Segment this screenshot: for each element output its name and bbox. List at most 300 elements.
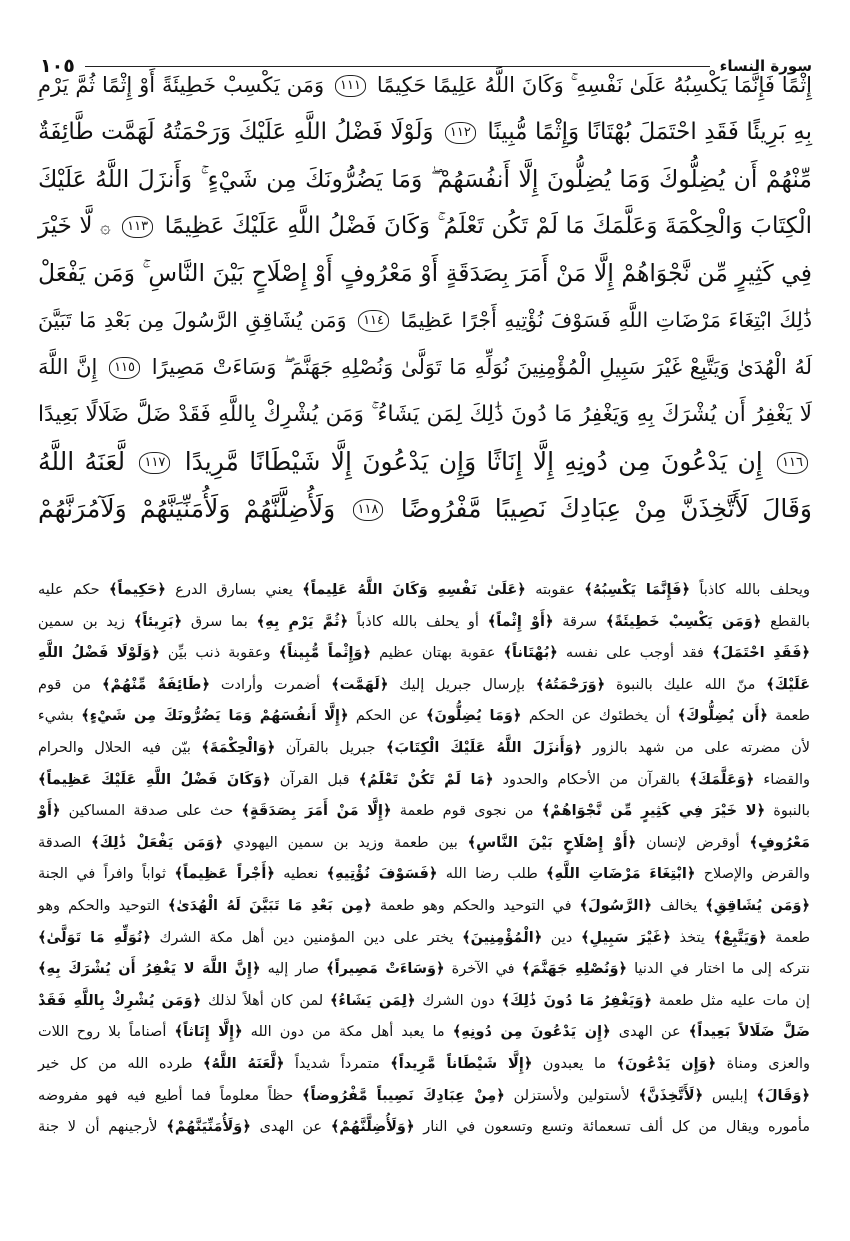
- quran-quote: [241, 803, 391, 819]
- ornate-bracket-open-icon: ﴿: [173, 613, 183, 630]
- quran-quote: [617, 1056, 716, 1072]
- quote-text: مَا لَمْ تَكُنْ تَعْلَمُ: [367, 771, 485, 788]
- ornate-bracket-close-icon: ﴾: [326, 961, 335, 978]
- text-segment: إِنَّ اللَّهَ: [38, 355, 98, 379]
- ornate-bracket-close-icon: ﴾: [541, 803, 551, 820]
- quran-quote: [713, 930, 766, 946]
- quran-line-content: [38, 344, 812, 391]
- ornate-bracket-open-icon: ﴿: [627, 834, 637, 851]
- text-segment: لَّعَنَهُ اللَّهُ: [38, 447, 126, 476]
- quote-text: أَجْراً عَظِيماً: [182, 866, 267, 883]
- ornate-bracket-open-icon: ﴿: [142, 929, 151, 946]
- quote-text: وَالْحِكْمَةَ: [209, 739, 267, 756]
- ornate-bracket-open-icon: ﴿: [759, 708, 768, 725]
- text-segment: طعمة: [775, 708, 810, 725]
- text-segment: يعني بسارق الدرع: [175, 582, 293, 598]
- quran-quote: [257, 614, 349, 630]
- text-segment: في التوحيد والحكم وهو طعمة: [379, 897, 572, 914]
- quote-text: ضَلَّ ضَلَالاً بَعِيداً: [697, 1024, 810, 1041]
- text-segment: بِهِ بَرِيئًا فَقَدِ احْتَمَلَ بُهْتَانًا وَإِثْمًا مُّبِينًا: [487, 119, 812, 145]
- text-segment: طعمة: [775, 929, 810, 946]
- text-segment: لَا يَغْفِرُ أَن يُشْرَكَ بِهِ وَيَغْفِرُ مَا دُونَ ذَٰلِكَ لِمَن يَشَاءُ ۚ وَمَن يُشْرِكْ بِاللَّهِ فَقَدْ ضَلَّ ضَلَالًا بَعِيدًا: [38, 402, 812, 427]
- quote-text: وَإِن يَدْعُونَ: [625, 1055, 708, 1072]
- text-segment: ما يعبد أهل مكة من دون الله: [250, 1024, 445, 1041]
- quran-quote: [134, 614, 182, 630]
- quote-text: وَأَنزَلَ اللَّهُ عَلَيْكَ الْكِتَابَ: [394, 739, 574, 756]
- ornate-bracket-close-icon: ﴾: [584, 582, 593, 598]
- text-segment: طلب رضا الله: [445, 866, 538, 883]
- quote-text: لا خَيْرَ فِي كَثِيرٍ مِّن نَّجْوَاهُمْ: [550, 803, 757, 820]
- text-segment: إن مات عليه مثل طعمة: [658, 992, 810, 1009]
- ornate-bracket-open-icon: ﴿: [363, 897, 372, 914]
- commentary-line: [38, 796, 810, 828]
- ornate-bracket-close-icon: ﴾: [166, 1119, 175, 1136]
- ornate-bracket-close-icon: ﴾: [330, 1119, 340, 1136]
- ornate-bracket-close-icon: ﴾: [101, 676, 111, 693]
- ornate-bracket-open-icon: ﴿: [266, 739, 276, 756]
- ornate-bracket-open-icon: ﴿: [436, 961, 445, 978]
- quote-text: وَرَحْمَتُهُ: [544, 676, 597, 693]
- quran-quote: [38, 772, 271, 788]
- quran-quote: [546, 866, 695, 882]
- ornate-bracket-open-icon: ﴿: [801, 1087, 810, 1104]
- commentary-line: [38, 1112, 810, 1144]
- quran-line-content: [38, 203, 812, 251]
- text-segment: عن الهدى: [618, 1024, 681, 1041]
- ornate-bracket-close-icon: ﴾: [326, 866, 336, 883]
- quote-text: وَإِثْماً مُّبِيناً: [287, 645, 363, 662]
- text-segment: من قوم: [37, 676, 92, 693]
- ornate-bracket-open-icon: ﴿: [275, 1055, 285, 1072]
- ornate-bracket-close-icon: ﴾: [766, 676, 775, 693]
- quran-line-content: [38, 297, 812, 344]
- commentary-line: [38, 1017, 810, 1049]
- text-segment: وَلَوْلَا فَضْلُ اللَّهِ عَلَيْكَ وَرَحْمَتُهُ لَهَمَّت طَّائِفَةٌ: [38, 119, 434, 145]
- quran-quote: [201, 740, 275, 756]
- text-segment: وَمَن يَكْسِبْ خَطِيئَةً أَوْ إِثْمًا ثُمَّ يَرْمِ: [37, 73, 325, 97]
- quote-text: وَنُصْلِهِ جَهَنَّمَ: [530, 961, 619, 978]
- text-segment: صار إليه: [267, 961, 320, 978]
- quote-text: أَن يُضِلُّوكَ: [686, 708, 760, 725]
- ornate-bracket-open-icon: ﴿: [339, 613, 349, 630]
- text-segment: نتركه إلى ما اختار في الدنيا: [634, 961, 810, 978]
- ornate-bracket-close-icon: ﴾: [330, 992, 339, 1009]
- ornate-bracket-close-icon: ﴾: [616, 1055, 626, 1072]
- ayah-number-marker: ١١١: [335, 75, 366, 97]
- ayah-number-marker: ١١٧: [139, 452, 170, 474]
- quran-quote: [302, 582, 526, 598]
- quran-line-content: [38, 485, 812, 532]
- text-segment: بالقطع: [770, 613, 810, 630]
- text-segment: فقد أوجب على نفسه: [565, 645, 704, 662]
- quote-text: الْمُؤْمِنِينَ: [470, 929, 534, 946]
- text-segment: لمن كان أهلاً لذلك: [207, 992, 324, 1009]
- quran-quote: [678, 708, 768, 724]
- quote-text: وَسَاءَتْ مَصِيراً: [334, 961, 437, 978]
- text-segment: ما يعبدون: [542, 1055, 607, 1072]
- text-segment: ذَٰلِكَ ابْتِغَاءَ مَرْضَاتِ اللَّهِ فَسَوْفَ نُؤْتِيهِ أَجْرًا عَظِيمًا: [400, 308, 812, 332]
- quran-quote: [580, 898, 652, 914]
- ornate-bracket-open-icon: ﴿: [801, 645, 810, 662]
- ornate-bracket-close-icon: ﴾: [487, 613, 497, 630]
- text-segment: فِي كَثِيرٍ مِّن نَّجْوَاهُمْ إِلَّا مَنْ أَمَرَ بِصَدَقَةٍ أَوْ مَعْرُوفٍ أَوْ إِصْلَاحٍ بَيْنَ النَّاسِ ۚ وَمَن يَفْعَلْ: [38, 259, 812, 287]
- commentary-line-content: [38, 733, 810, 765]
- text-segment: وَمَن يُشَاقِقِ الرَّسُولَ مِن بَعْدِ مَا تَبَيَّنَ: [38, 308, 347, 332]
- quran-quote: [38, 930, 151, 946]
- commentary-line: [38, 765, 810, 797]
- ornate-bracket-close-icon: ﴾: [705, 897, 714, 914]
- text-segment: جبريل بالقرآن: [285, 739, 376, 756]
- commentary-line: [38, 638, 810, 670]
- text-segment: بالقرآن من الأحكام والحدود: [502, 771, 681, 788]
- commentary-line-content: [38, 796, 810, 828]
- commentary-line-content: [38, 575, 810, 607]
- ornate-bracket-close-icon: ﴾: [91, 834, 100, 851]
- ornate-bracket-open-icon: ﴿: [618, 961, 627, 978]
- quote-text: أَوْ إِثْماً: [496, 613, 545, 630]
- text-segment: يتخذ: [679, 929, 705, 946]
- ornate-bracket-close-icon: ﴾: [256, 613, 266, 630]
- ornate-bracket-open-icon: ﴿: [496, 1087, 505, 1104]
- commentary-line: [38, 923, 810, 955]
- text-segment: والقرض والإصلاح: [703, 866, 810, 883]
- ornate-bracket-close-icon: ﴾: [81, 708, 90, 725]
- quran-quote: [331, 1119, 415, 1135]
- ornate-bracket-open-icon: ﴿: [428, 866, 438, 883]
- text-segment: أضمرت وأرادت: [220, 676, 321, 693]
- quote-text: الرَّسُولَ: [588, 897, 644, 914]
- text-segment: يختر على دين المؤمنين دين أهل مكة الشرك: [159, 929, 454, 946]
- ornate-bracket-open-icon: ﴿: [643, 992, 652, 1009]
- commentary-line-content: [38, 765, 810, 797]
- commentary-line: [38, 828, 810, 860]
- ornate-bracket-close-icon: ﴾: [452, 1024, 462, 1041]
- quote-text: وَمَن يَفْعَلْ ذَٰلِكَ: [99, 834, 215, 851]
- ornate-bracket-close-icon: ﴾: [331, 676, 340, 693]
- text-segment: الْكِتَابَ وَالْحِكْمَةَ وَعَلَّمَكَ مَا لَمْ تَكُن تَعْلَمُ ۚ وَكَانَ فَضْلُ اللَّهِ عَلَيْكَ عَظِيمًا: [164, 213, 812, 239]
- quote-text: إِن يَدْعُونَ مِن دُونِهِ: [461, 1024, 603, 1041]
- ornate-bracket-open-icon: ﴿: [549, 645, 558, 662]
- ornate-bracket-close-icon: ﴾: [689, 771, 698, 788]
- quran-quote: [426, 708, 521, 724]
- quran-quote: [109, 582, 166, 598]
- quote-text: وَمَن يُشَاقِقِ: [713, 897, 802, 914]
- ornate-bracket-open-icon: ﴿: [643, 897, 652, 914]
- ayah-number-marker: ١١٨: [353, 499, 384, 521]
- text-segment: دون الشرك: [422, 992, 495, 1009]
- ornate-bracket-open-icon: ﴿: [523, 1055, 533, 1072]
- quote-text: حَكِيماً: [117, 582, 158, 598]
- ornate-bracket-open-icon: ﴿: [383, 803, 392, 820]
- quote-text: نُوَلِّهِ مَا تَوَلَّىٰ: [46, 929, 143, 946]
- quote-text: فَإِنَّمَا يَكْسِبُهُ: [592, 582, 682, 598]
- ornate-bracket-open-icon: ﴿: [262, 771, 271, 788]
- commentary-line-content: [38, 859, 810, 891]
- quran-quote: [584, 582, 690, 598]
- text-segment: متمرداً شديداً: [294, 1055, 380, 1072]
- quran-quote: [38, 645, 160, 661]
- text-segment: أو يحلف بالله كاذباً: [356, 613, 479, 630]
- quran-quote: [766, 677, 810, 693]
- commentary-line: [38, 986, 810, 1018]
- ornate-bracket-close-icon: ﴾: [521, 961, 531, 978]
- quran-quote: [390, 1056, 532, 1072]
- quote-text: وَمَا يُضِلُّونَ: [434, 708, 513, 725]
- text-segment: الصدقة: [37, 834, 82, 851]
- text-segment: وَلَأُضِلَّنَّهُمْ وَلَأُمَنِّيَنَّهُمْ وَلَآمُرَنَّهُمْ: [38, 494, 336, 523]
- quran-quote: [38, 993, 201, 1009]
- ornate-bracket-close-icon: ﴾: [749, 834, 758, 851]
- text-segment: يخالف: [660, 897, 698, 914]
- quote-text: وَكَانَ فَضْلُ اللَّهِ عَلَيْكَ عَظِيماً: [46, 771, 263, 788]
- text-segment: ثواباً وافراً في الجنة: [38, 866, 167, 883]
- ornate-bracket-close-icon: ﴾: [302, 582, 311, 598]
- ornate-bracket-open-icon: ﴿: [151, 645, 160, 662]
- commentary-line-content: [38, 638, 810, 670]
- text-segment: وعقوبة ذنب بيِّن: [167, 645, 271, 662]
- commentary-line-content: [38, 1017, 810, 1049]
- quote-text: ثُمَّ يَرْمِ بِهِ: [265, 613, 340, 630]
- ornate-bracket-open-icon: ﴿: [266, 866, 275, 883]
- commentary-line: [38, 670, 810, 702]
- ornate-bracket-open-icon: ﴿: [379, 676, 389, 693]
- text-segment: إبليس: [711, 1087, 748, 1104]
- ornate-bracket-open-icon: ﴿: [573, 739, 583, 756]
- quran-quote: [536, 677, 605, 693]
- text-segment: ويحلف بالله كاذباً: [699, 582, 810, 598]
- quote-text: أَوْ إِصْلَاحٍ بَيْنَ النَّاسِ: [476, 834, 628, 851]
- quran-quote: [581, 930, 671, 946]
- quran-quote: [453, 1024, 611, 1040]
- quote-text: مَعْرُوفٍ: [757, 834, 810, 851]
- quran-quote: [102, 677, 210, 693]
- quran-line: [38, 297, 812, 344]
- text-segment: بشيء: [37, 708, 74, 725]
- commentary-line: [38, 607, 810, 639]
- ornate-bracket-close-icon: ﴾: [501, 992, 510, 1009]
- ayah-number-marker: ١١٦: [777, 452, 808, 474]
- quran-line: [38, 250, 812, 297]
- text-segment: مِّنْهُمْ أَن يُضِلُّوكَ وَمَا يُضِلُّونَ إِلَّا أَنفُسَهُمْ ۖ وَمَا يَضُرُّونَكَ مِن شَيْءٍ ۚ وَأَنزَلَ اللَّهُ عَلَيْكَ: [38, 165, 812, 193]
- text-segment: بيّن فيه الحلال والحرام: [37, 739, 191, 756]
- quote-text: إِلَّا شَيْطَاناً مَّرِيداً: [398, 1055, 524, 1072]
- quote-text: وَلَوْلَا فَضْلُ اللَّهِ: [37, 645, 152, 662]
- ornate-bracket-open-icon: ﴿: [405, 1119, 415, 1136]
- quote-text: وَيَغْفِرُ مَا دُونَ ذَٰلِكَ: [509, 992, 644, 1009]
- quote-text: وَمَن يُشْرِكْ بِاللَّهِ فَقَدْ: [37, 992, 193, 1009]
- ornate-bracket-close-icon: ﴾: [638, 1087, 648, 1104]
- text-segment: عقوبة بهتان عظيم: [379, 645, 496, 662]
- ornate-bracket-open-icon: ﴿: [596, 676, 606, 693]
- text-segment: بالنبوة: [773, 803, 810, 820]
- ornate-bracket-close-icon: ﴾: [535, 676, 545, 693]
- ornate-bracket-close-icon: ﴾: [37, 771, 47, 788]
- ornate-bracket-open-icon: ﴿: [157, 582, 166, 598]
- commentary-line-content: [38, 670, 810, 702]
- quran-line-content: [38, 250, 812, 297]
- quran-quote: [38, 961, 261, 977]
- quote-text: وَقَالَ: [764, 1087, 802, 1104]
- ornate-bracket-close-icon: ﴾: [580, 929, 590, 946]
- hizb-marker-icon: ۞: [100, 217, 111, 238]
- ornate-bracket-close-icon: ﴾: [688, 1024, 698, 1041]
- ornate-bracket-open-icon: ﴿: [662, 929, 671, 946]
- ornate-bracket-close-icon: ﴾: [756, 1087, 765, 1104]
- commentary-block: [38, 575, 810, 1144]
- ornate-bracket-close-icon: ﴾: [712, 645, 721, 662]
- quote-text: عَلَيْكَ: [774, 676, 810, 693]
- ayah-number-marker: ١١٤: [358, 310, 389, 332]
- quran-quote: [712, 645, 810, 661]
- quote-text: وَلَأُمَنِّيَنَّهُمْ: [174, 1119, 243, 1136]
- commentary-line-content: [38, 1081, 810, 1113]
- commentary-line: [38, 954, 810, 986]
- ornate-bracket-open-icon: ﴿: [234, 1024, 243, 1041]
- ornate-bracket-close-icon: ﴾: [37, 929, 47, 946]
- quran-quote: [81, 708, 348, 724]
- quran-line: [38, 109, 812, 156]
- quote-text: بَرِيئاً: [142, 613, 174, 630]
- quran-quote: [166, 1119, 251, 1135]
- text-segment: حث على صدقة المساكين: [68, 803, 234, 820]
- ornate-bracket-close-icon: ﴾: [358, 771, 368, 788]
- ornate-bracket-close-icon: ﴾: [167, 897, 177, 914]
- ornate-bracket-open-icon: ﴿: [214, 834, 224, 851]
- quran-line: [38, 344, 812, 391]
- ayah-number-marker: ١١٣: [122, 216, 153, 238]
- ayah-number-marker: ١١٢: [445, 122, 476, 144]
- text-segment: بين طعمة وزيد بن سمين اليهودي: [233, 834, 458, 851]
- quran-quote: [174, 866, 274, 882]
- quran-line: [38, 391, 812, 438]
- ornate-bracket-close-icon: ﴾: [174, 866, 183, 883]
- quran-quote: [504, 645, 558, 661]
- quran-quote: [639, 1088, 703, 1104]
- commentary-line: [38, 891, 810, 923]
- ornate-bracket-close-icon: ﴾: [677, 708, 687, 725]
- ornate-bracket-close-icon: ﴾: [390, 1055, 399, 1072]
- quote-text: وَلَأُضِلَّنَّهُمْ: [339, 1119, 406, 1136]
- ornate-bracket-close-icon: ﴾: [425, 708, 435, 725]
- text-segment: إِثْمًا فَإِنَّمَا يَكْسِبُهُ عَلَىٰ نَفْسِهِ ۚ وَكَانَ اللَّهُ عَلِيمًا حَكِيمًا: [376, 73, 812, 97]
- quran-quote: [359, 772, 494, 788]
- quran-quote: [331, 677, 388, 693]
- quran-text-block: [38, 62, 812, 532]
- ornate-bracket-close-icon: ﴾: [174, 1024, 183, 1041]
- quran-quote: [91, 835, 223, 851]
- text-segment: مأموره ويقال من كل ألف تسعمائة وتسع وتسعون في النار: [423, 1119, 810, 1136]
- ornate-bracket-close-icon: ﴾: [133, 613, 143, 630]
- page-number: ١٠٥: [40, 55, 75, 77]
- text-segment: وَقَالَ لَأَتَّخِذَنَّ مِنْ عِبَادِكَ نَصِيبًا مَّفْرُوضًا: [400, 494, 812, 523]
- ornate-bracket-close-icon: ﴾: [108, 582, 118, 598]
- ornate-bracket-open-icon: ﴿: [51, 803, 61, 820]
- quote-text: أَوْ: [37, 803, 52, 820]
- commentary-line: [38, 701, 810, 733]
- quote-text: مِنْ عِبَادِكَ نَصِيباً مَّفْرُوضاً: [310, 1087, 497, 1104]
- ornate-bracket-close-icon: ﴾: [37, 961, 47, 978]
- quote-text: إِلَّا مَنْ أَمَرَ بِصَدَقَةٍ: [249, 803, 384, 820]
- quote-text: غَيْرَ سَبِيلِ: [589, 929, 663, 946]
- text-segment: التوحيد والحكم وهو: [37, 897, 160, 914]
- text-segment: حظاً معلوماً فما أطيع فيه فهو مفروضه: [37, 1087, 294, 1104]
- text-segment: طرده الله من كل خير: [37, 1055, 193, 1072]
- ornate-bracket-open-icon: ﴿: [686, 866, 696, 883]
- quote-text: فَقَدِ احْتَمَلَ: [720, 645, 802, 662]
- ornate-bracket-open-icon: ﴿: [339, 708, 349, 725]
- ornate-bracket-open-icon: ﴿: [407, 992, 416, 1009]
- ornate-bracket-open-icon: ﴿: [533, 929, 543, 946]
- ornate-bracket-open-icon: ﴿: [681, 582, 690, 598]
- ornate-bracket-open-icon: ﴿: [707, 1055, 717, 1072]
- text-segment: لأن مضرته على من شهد بالزور: [592, 739, 810, 756]
- commentary-line: [38, 575, 810, 607]
- ornate-bracket-close-icon: ﴾: [201, 739, 210, 756]
- commentary-line-content: [38, 701, 810, 733]
- ornate-bracket-open-icon: ﴿: [242, 1119, 251, 1136]
- ornate-bracket-open-icon: ﴿: [517, 582, 526, 598]
- ornate-bracket-close-icon: ﴾: [241, 803, 250, 820]
- commentary-line-content: [38, 1049, 810, 1081]
- commentary-line-content: [38, 607, 810, 639]
- text-segment: أوقرض لإنسان: [645, 834, 740, 851]
- quran-quote: [488, 614, 554, 630]
- ornate-bracket-open-icon: ﴿: [801, 897, 810, 914]
- ornate-bracket-open-icon: ﴿: [512, 708, 522, 725]
- quran-quote: [175, 1024, 243, 1040]
- text-segment: نعطيه: [283, 866, 319, 883]
- commentary-line-content: [38, 1112, 810, 1144]
- ornate-bracket-close-icon: ﴾: [386, 739, 395, 756]
- quote-text: إِنَّ اللَّهَ لا يَغْفِرُ أَن يُشْرَكَ بِهِ: [46, 961, 253, 978]
- text-segment: حكم عليه: [37, 582, 100, 598]
- quote-text: طَائِفَةٌ مِّنْهُمْ: [110, 676, 202, 693]
- ornate-bracket-open-icon: ﴿: [752, 613, 762, 630]
- quran-quote: [606, 614, 762, 630]
- quote-text: لِمَن يَشَاءُ: [338, 992, 408, 1009]
- commentary-line: [38, 859, 810, 891]
- text-segment: منّ الله عليك بالنبوة: [616, 676, 756, 693]
- text-segment: لأرجينهم أن لا جنة: [37, 1119, 158, 1136]
- ornate-bracket-open-icon: ﴿: [694, 1087, 704, 1104]
- quran-quote: [302, 1088, 505, 1104]
- quran-line: [38, 485, 812, 532]
- text-segment: إِن يَدْعُونَ مِن دُونِهِ إِلَّا إِنَاثًا وَإِن يَدْعُونَ إِلَّا شَيْطَانًا مَّرِيدًا: [184, 447, 763, 476]
- quran-line: [38, 62, 812, 109]
- quran-quote: [756, 1088, 810, 1104]
- ornate-bracket-open-icon: ﴿: [201, 676, 210, 693]
- quran-quote: [705, 898, 810, 914]
- text-segment: عقوبته: [535, 582, 575, 598]
- ornate-bracket-close-icon: ﴾: [278, 645, 288, 662]
- quran-quote: [689, 772, 754, 788]
- quran-quote: [749, 835, 810, 851]
- text-segment: عن الهدى: [259, 1119, 323, 1136]
- quran-quote: [330, 993, 416, 1009]
- quran-quote: [462, 930, 542, 946]
- quote-text: بُهْتَاناً: [512, 645, 550, 662]
- quran-quote: [203, 1056, 284, 1072]
- commentary-line-content: [38, 923, 810, 955]
- ornate-bracket-close-icon: ﴾: [579, 897, 589, 914]
- ayah-number-marker: ١١٥: [109, 357, 140, 379]
- ornate-bracket-open-icon: ﴿: [484, 771, 494, 788]
- quran-line-content: [38, 109, 812, 156]
- quote-text: فَسَوْفَ نُؤْتِيهِ: [335, 866, 429, 883]
- quran-line: [38, 438, 812, 485]
- text-segment: في الآخرة: [451, 961, 515, 978]
- quran-line: [38, 156, 812, 203]
